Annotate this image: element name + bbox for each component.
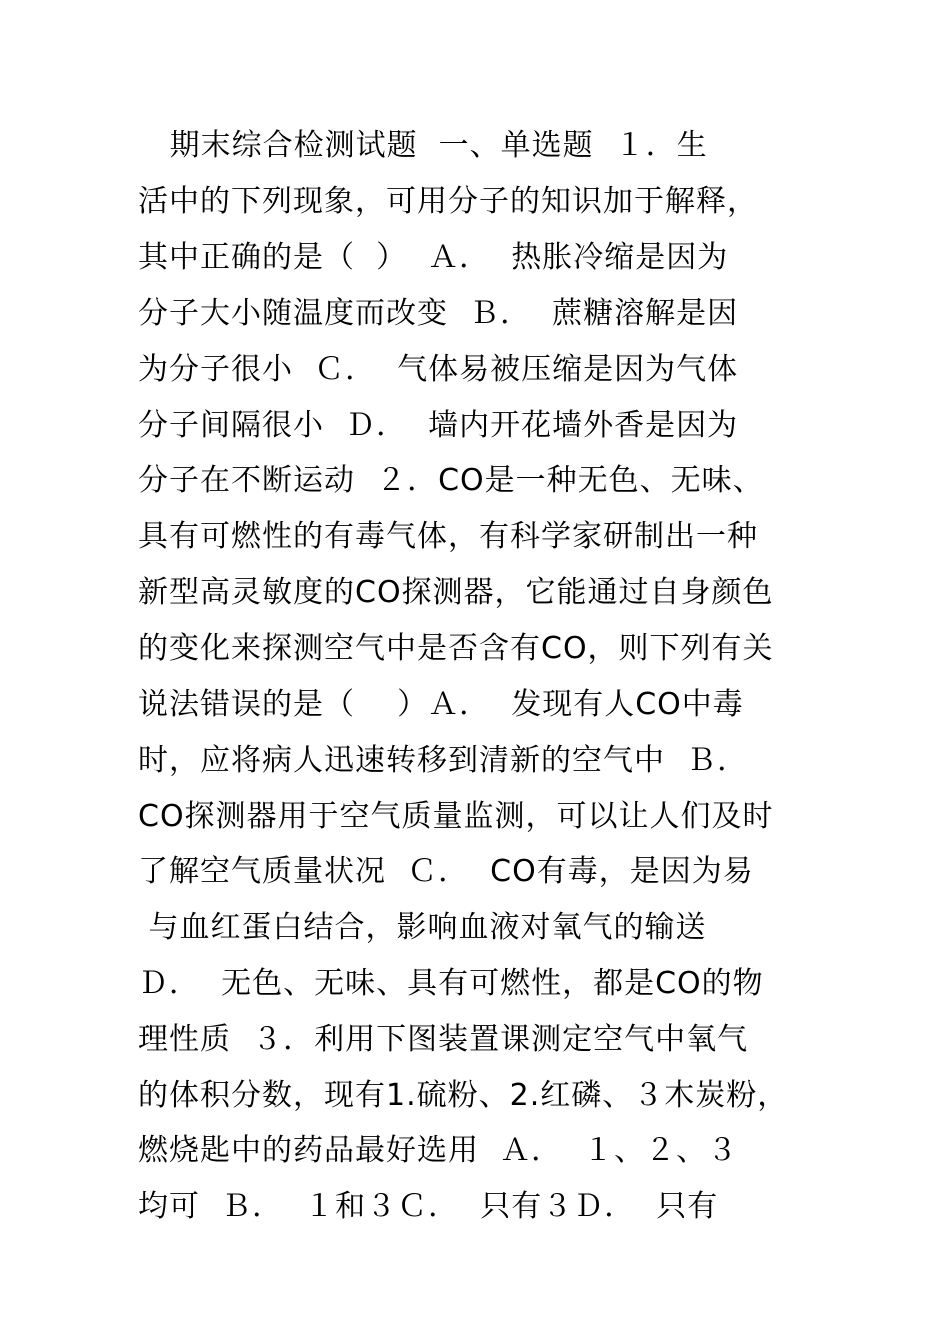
- text-line: 说法错误的是（ ）Ａ． 发现有人CO中毒: [138, 687, 744, 722]
- text-line: 与血红蛋白结合，影响血液对氧气的输送: [138, 910, 707, 945]
- text-line: 了解空气质量状况 Ｃ． CO有毒，是因为易: [138, 854, 754, 889]
- text-line: 活中的下列现象，可用分子的知识加于解释，: [138, 184, 758, 219]
- text-line: 的变化来探测空气中是否含有CO，则下列有关: [138, 631, 774, 666]
- text-line: 新型高灵敏度的CO探测器，它能通过自身颜色: [138, 575, 774, 610]
- text-line: 为分子很小 Ｃ． 气体易被压缩是因为气体: [138, 352, 739, 387]
- text-line: 分子间隔很小 Ｄ． 墙内开花墙外香是因为: [138, 408, 739, 443]
- text-line: 时，应将病人迅速转移到清新的空气中 Ｂ．: [138, 743, 749, 778]
- text-line: 的体积分数，现有1.硫粉、2.红磷、３木炭粉，: [138, 1078, 789, 1113]
- text-line: 期末综合检测试题 一、单选题 １．生: [138, 128, 708, 163]
- text-line: 分子在不断运动 ２．CO是一种无色、无味、: [138, 463, 764, 498]
- text-line: 燃烧匙中的药品最好选用 Ａ． １、２、３: [138, 1133, 739, 1168]
- text-line: 其中正确的是（ ） Ａ． 热胀冷缩是因为: [138, 240, 729, 275]
- text-line: CO探测器用于空气质量监测，可以让人们及时: [138, 799, 774, 834]
- text-line: 具有可燃性的有毒气体，有科学家研制出一种: [138, 519, 758, 554]
- text-line: 理性质 ３．利用下图装置课测定空气中氧气: [138, 1022, 749, 1057]
- text-line: 均可 Ｂ． １和３Ｃ． 只有３Ｄ． 只有: [138, 1189, 719, 1224]
- text-line: Ｄ． 无色、无味、具有可燃性，都是CO的物: [138, 966, 764, 1001]
- text-line: 分子大小随温度而改变 Ｂ． 蔗糖溶解是因: [138, 296, 739, 331]
